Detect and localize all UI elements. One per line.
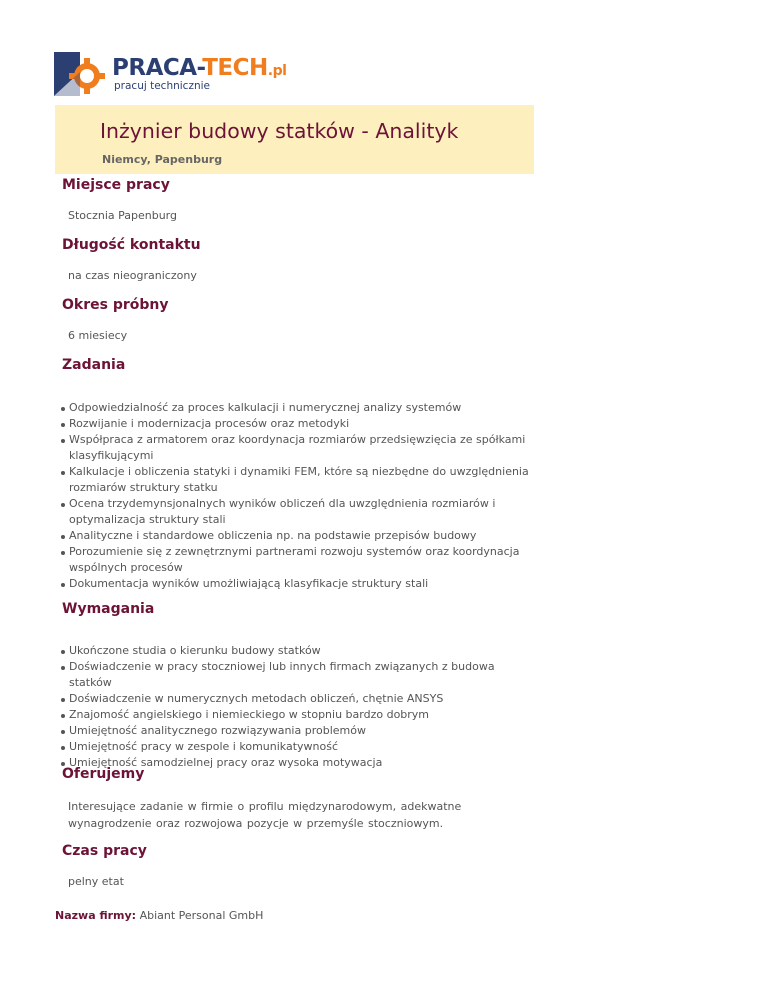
list-item: Odpowiedzialność za proces kalkulacji i numerycznej analizy systemów [60,400,530,416]
list-item: Współpraca z armatorem oraz koordynacja rozmiarów przedsięwzięcia ze spółkami klasyfikującymi [60,432,530,464]
requirements-list [60,643,530,771]
logo-text-tech: TECH [202,55,268,81]
logo-text-praca: PRACA- [112,55,203,81]
list-item: Dokumentacja wyników umożliwiającą klasyfikacje struktury stali [60,576,530,592]
site-logo[interactable] [54,52,294,98]
list-item: Umiejętność pracy w zespole i komunikatywność [60,739,530,755]
list-item: Umiejętność samodzielnej pracy oraz wysoka motywacja [60,755,530,771]
logo-text-pl: .pl [267,63,287,79]
list-item: Rozwijanie i modernizacja procesów oraz metodyki [60,416,530,432]
contract-heading: Długość kontaktu [62,237,201,253]
logo-tagline: pracuj technicznie [114,80,210,92]
gear-logo-icon [54,52,106,96]
offer-value: Interesujące zadanie w firmie o profilu międzynarodowym, adekwatne wynagrodzenie oraz rozwojowa pozycje w przemyśle stoczniowym. [68,800,462,830]
company-info [55,909,263,922]
job-title: Inżynier budowy statków - Analityk [100,119,459,143]
requirements-heading: Wymagania [62,601,155,617]
hours-heading: Czas pracy [62,843,147,859]
trial-value: 6 miesiecy [68,329,128,342]
workplace-value: Stocznia Papenburg [68,209,177,222]
tasks-list [60,400,530,592]
job-location: Niemcy, Papenburg [102,153,223,166]
trial-heading: Okres próbny [62,297,169,313]
list-item: Porozumienie się z zewnętrznymi partnerami rozwoju systemów oraz koordynacja wspólnych procesów [60,544,530,576]
list-item: Kalkulacje i obliczenia statyki i dynamiki FEM, które są niezbędne do uwzględnienia rozmiarów struktury statku [60,464,530,496]
company-name: Abiant Personal GmbH [139,909,264,922]
contract-value: na czas nieograniczony [68,269,197,282]
company-label: Nazwa firmy: [55,909,137,922]
list-item: Umiejętność analitycznego rozwiązywania problemów [60,723,530,739]
hours-value: pelny etat [68,875,124,888]
job-header [55,105,534,174]
list-item: Analityczne i standardowe obliczenia np. na podstawie przepisów budowy [60,528,530,544]
list-item: Ocena trzydemynsjonalnych wyników obliczeń dla uwzględnienia rozmiarów i optymalizacja struktury stali [60,496,530,528]
offer-heading: Oferujemy [62,766,145,782]
list-item: Znajomość angielskiego i niemieckiego w stopniu bardzo dobrym [60,707,530,723]
workplace-heading: Miejsce pracy [62,177,170,193]
list-item: Doświadczenie w pracy stoczniowej lub innych firmach związanych z budowa statków [60,659,530,691]
list-item: Doświadczenie w numerycznych metodach obliczeń, chętnie ANSYS [60,691,530,707]
tasks-heading: Zadania [62,357,126,373]
list-item: Ukończone studia o kierunku budowy statków [60,643,530,659]
